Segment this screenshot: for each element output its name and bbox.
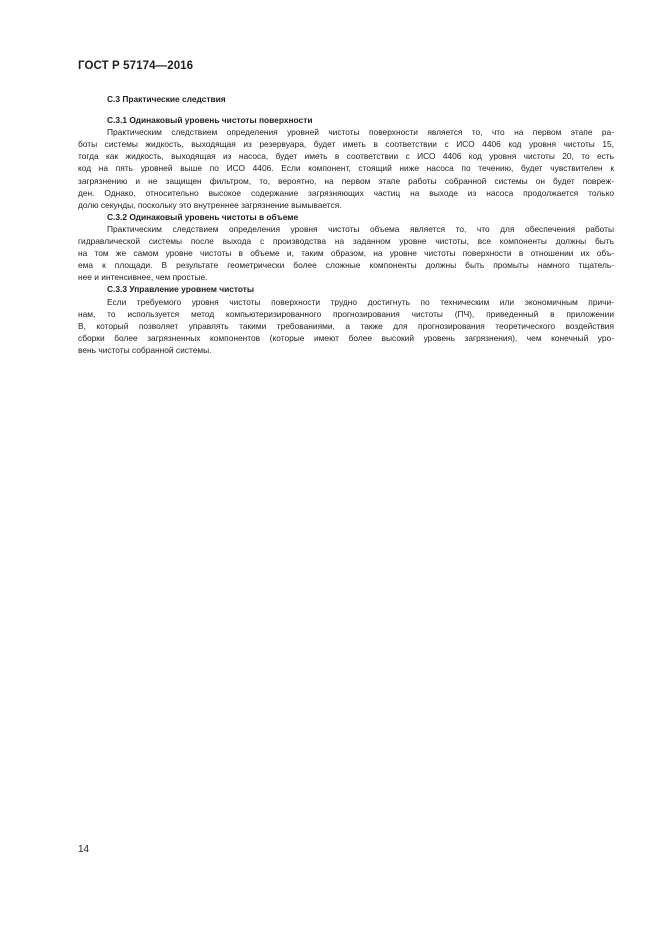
text-line: Практическим следствием определения уровней чистоты поверхности является то, что на первом этапе ра- (107, 127, 614, 138)
text-line: тогда как жидкость, выходящая из насоса, будет иметь в соответствии с ИСО 4406 код уровня чистоты 20, то есть (78, 151, 614, 162)
text-line: ема к площади. В результате геометрически более сложные компоненты должны быть промыты намного тщатель- (78, 260, 614, 271)
document-header: ГОСТ Р 57174—2016 (78, 60, 194, 72)
text-line: Практическим следствием определения уровня чистоты объема является то, что для обеспечения работы (107, 223, 614, 234)
text-line: гидравлической системы после выхода с производства на заданном уровне чистоты, все компоненты должны быть (78, 236, 614, 247)
text-line: код на пять уровней выше по ИСО 4406. Если компонент, стоящий ниже насоса по течению, будет чувствителен к (78, 163, 614, 174)
subsection-heading: С.3.3 Управление уровнем чистоты (107, 284, 255, 295)
text-line: боты системы жидкость, выходящая из резервуара, будет иметь в соответствии с ИСО 4406 код уровня чистоты 15, (78, 139, 614, 150)
document-body (78, 93, 614, 356)
text-line: сборки более загрязненных компонентов (которые имеют более высокий уровень загрязнения), чем конечный уро- (78, 332, 614, 343)
text-line: загрязнению и не защищен фильтром, то, вероятно, на первом этапе работы собранной системы он будет повреж- (78, 175, 614, 186)
section-heading: С.3 Практические следствия (107, 94, 226, 104)
paragraph (78, 223, 614, 283)
text-line: долю секунды, поскольку это внутреннее загрязнение вымывается. (78, 199, 342, 210)
subsection-heading: С.3.2 Одинаковый уровень чистоты в объеме (107, 211, 299, 222)
text-line: вень чистоты собранной системы. (78, 344, 212, 355)
subsection-heading: С.3.1 Одинаковый уровень чистоты поверхности (107, 115, 313, 126)
subsection-c32 (78, 211, 614, 284)
subsection-c31 (78, 114, 614, 211)
subsection-c33 (78, 283, 614, 356)
paragraph (78, 296, 614, 356)
text-line: нам, то используется метод компьютеризированного прогнозирования чистоты (ПЧ), приведенный в приложении (78, 308, 614, 319)
text-line: В, который позволяет управлять такими требованиями, а также для прогнозирования теоретического воздействия (78, 320, 614, 331)
text-line: на том же самом уровне чистоты в объеме и, таким образом, на уровне чистоты поверхности в отношении их объ- (78, 248, 614, 259)
text-line: Если требуемого уровня чистоты поверхности трудно достигнуть по техническим или экономичным причи- (107, 296, 614, 307)
text-line: нее и интенсивнее, чем простые. (78, 272, 208, 283)
page-number: 14 (78, 844, 90, 855)
text-line: ден. Однако, относительно высокое содержание загрязняющих частиц на выходе из насоса продолжается только (78, 187, 614, 198)
paragraph (78, 126, 614, 211)
